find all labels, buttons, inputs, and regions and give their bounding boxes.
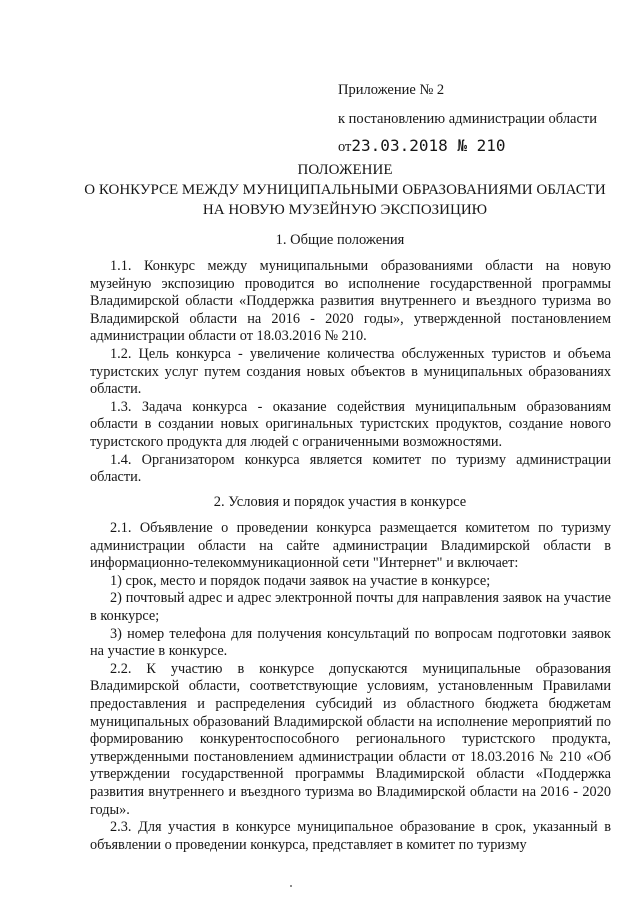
paragraph-1-3: 1.3. Задача конкурса - оказание содействия муниципальным образованиям области в создании новых оригинальных туристских продуктов, создание нового туристского продукта для людей с ограниченными возможностями. [90, 398, 611, 450]
paragraph-1-2: 1.2. Цель конкурса - увеличение количества обслуженных туристов и объема туристских услуг путем создания новых объектов в муниципальных образованиях области. [90, 345, 611, 398]
list-item-2: 2) почтовый адрес и адрес электронной почты для направления заявок на участие в конкурсе; [90, 590, 611, 624]
section-2-body [90, 520, 611, 854]
resolution-reference: к постановлению администрации области [338, 111, 598, 127]
list-item-3: 3) номер телефона для получения консультаций по вопросам подготовки заявок на участие в конкурсе. [90, 625, 611, 660]
paragraph-1-4: 1.4. Организатором конкурса является комитет по туризму администрации области. [90, 451, 611, 486]
section-1-heading: 1. Общие положения [275, 232, 405, 248]
date-prefix: от [338, 139, 352, 155]
section-1-body [90, 258, 611, 487]
list-item-1: 1) срок, место и порядок подачи заявок на участие в конкурсе; [110, 572, 491, 589]
appendix-number: Приложение № 2 [338, 82, 445, 98]
scan-speck [290, 885, 292, 887]
title-line-2: О КОНКУРСЕ МЕЖДУ МУНИЦИПАЛЬНЫМИ ОБРАЗОВАНИЯМИ ОБЛАСТИ [84, 182, 606, 198]
resolution-date [338, 136, 628, 157]
title-line-1: ПОЛОЖЕНИЕ [297, 162, 393, 178]
document-title [60, 160, 630, 220]
paragraph-2-1: 2.1. Объявление о проведении конкурса размещается комитетом по туризму администрации области на сайте администрации Владимирской области в информационно-телекоммуникационной сети "Интернет" и включает: [90, 520, 611, 572]
paragraph-1-1: 1.1. Конкурс между муниципальными образованиями области на новую музейную экспозицию проводится во исполнение государственной программы Владимирской области «Поддержка развития внутреннего и въездного туризма во Владимирской области на 2016 - 2020 годы», утвержденной постановлением администрации области от 18.03.2016 № 210. [90, 258, 611, 345]
title-line-3: НА НОВУЮ МУЗЕЙНУЮ ЭКСПОЗИЦИЮ [202, 202, 488, 218]
paragraph-2-3: 2.3. Для участия в конкурсе муниципальное образование в срок, указанный в объявлении о проведении конкурса, представляет в комитет по туризму [90, 819, 611, 853]
appendix-header [338, 80, 628, 157]
date-stamp: 23.03.2018 № 210 [351, 136, 506, 155]
section-2-heading: 2. Условия и порядок участия в конкурсе [213, 494, 467, 510]
paragraph-2-2: 2.2. К участию в конкурсе допускаются муниципальные образования Владимирской области, соответствующие условиям, установленным Правилами предоставления и распределения субсидий из областного бюджета бюджетам муниципальных образований Владимирской области на исполнение мероприятий по формированию конкурентоспособного регионального туристского продукта, утвержденными постановлением администрации области от 18.03.2016 № 210 «Об утверждении государственной программы Владимирской области «Поддержка развития внутреннего и въездного туризма во Владимирской области на 2016 - 2020 годы». [90, 660, 611, 818]
